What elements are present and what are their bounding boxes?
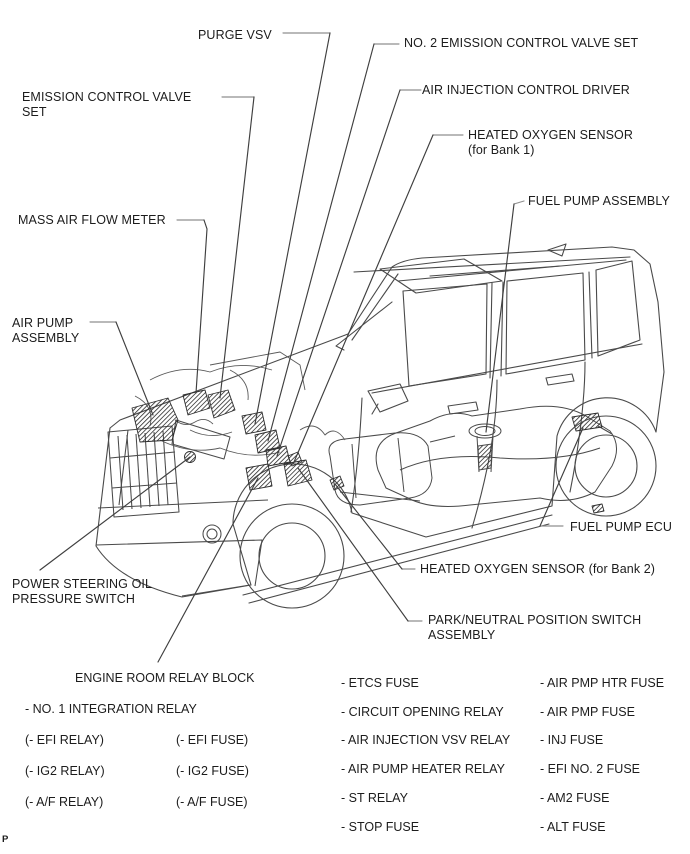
wheel-detail — [592, 504, 604, 513]
list-item: - AM2 FUSE — [540, 790, 610, 805]
leader-air-pump-assembly — [116, 322, 153, 415]
callout-air-pump-assembly: AIR PUMP ASSEMBLY — [12, 316, 80, 345]
callout-emission-control-valve-set: EMISSION CONTROL VALVE SET — [22, 90, 192, 119]
right-fuse-list — [540, 669, 664, 841]
list-item: - STOP FUSE — [341, 819, 420, 834]
list-item: - ALT FUSE — [540, 819, 606, 834]
purge-vsv-component — [242, 412, 266, 434]
list-item: - AIR PUMP HEATER RELAY — [341, 762, 505, 777]
mass-air-flow-meter-component — [183, 390, 210, 415]
page-marker: P — [2, 834, 9, 845]
callout-power-steering-oil-pressure-switch: POWER STEERING OIL PRESSURE SWITCH — [12, 577, 152, 606]
list-item: - NO. 1 INTEGRATION RELAY — [25, 702, 197, 716]
fuse-label: (- IG2 FUSE) — [176, 764, 249, 778]
leader-engine-room-relay-block — [158, 478, 258, 662]
air-pump-component — [132, 398, 178, 442]
list-item: - AIR INJECTION VSV RELAY — [341, 733, 511, 748]
air-injection-driver-component — [266, 446, 290, 466]
list-item: - ETCS FUSE — [341, 676, 419, 690]
relay-label: (- EFI RELAY) — [25, 733, 104, 747]
list-item: - AIR PMP HTR FUSE — [540, 676, 665, 690]
relay-label: (- IG2 RELAY) — [25, 764, 105, 778]
components — [132, 390, 604, 513]
callout-purge-vsv: PURGE VSV — [198, 28, 272, 42]
callout-park-neutral-position-switch-assembly: PARK/NEUTRAL POSITION SWITCH ASSEMBLY — [428, 613, 642, 642]
list-item: - AIR PMP FUSE — [540, 704, 635, 719]
relay-label: (- A/F RELAY) — [25, 795, 104, 809]
fuel-pump-ecu-component — [572, 413, 602, 431]
leader-mass-air-flow-meter — [196, 220, 207, 393]
leader-heated-oxygen-sensor-bank1 — [294, 135, 433, 462]
front-wheel — [240, 504, 344, 608]
relay-block-title: ENGINE ROOM RELAY BLOCK — [75, 671, 255, 685]
list-item — [25, 756, 325, 787]
list-item: - ST RELAY — [341, 790, 408, 805]
relay-block-component — [246, 464, 272, 490]
relay-block-list — [25, 663, 325, 818]
callout-mass-air-flow-meter: MASS AIR FLOW METER — [18, 213, 166, 227]
callout-no2-emission-control-valve-set: NO. 2 EMISSION CONTROL VALVE SET — [404, 36, 639, 50]
list-item: - CIRCUIT OPENING RELAY — [341, 704, 504, 719]
list-item — [25, 725, 325, 756]
leader-power-steering-oil-pressure-switch — [40, 457, 190, 570]
callout-air-injection-control-driver: AIR INJECTION CONTROL DRIVER — [422, 83, 630, 97]
list-item: - INJ FUSE — [540, 733, 604, 748]
callout-fuel-pump-assembly: FUEL PUMP ASSEMBLY — [528, 194, 670, 208]
fuse-label: (- A/F FUSE) — [176, 795, 248, 809]
list-item: - EFI NO. 2 FUSE — [540, 762, 641, 777]
fuse-label: (- EFI FUSE) — [176, 733, 249, 747]
leader-air-injection-control-driver — [277, 90, 400, 456]
leader-no2-emission-control-valve-set — [268, 44, 374, 441]
leader-purge-vsv — [255, 33, 330, 424]
callout-heated-oxygen-sensor-bank1: HEATED OXYGEN SENSOR (for Bank 1) — [468, 128, 633, 157]
list-item — [25, 787, 325, 818]
emission-control-valve-set-component — [208, 390, 235, 418]
leader-hooks — [90, 33, 563, 621]
center-fuse-list — [341, 669, 510, 841]
callout-heated-oxygen-sensor-bank2: HEATED OXYGEN SENSOR (for Bank 2) — [420, 562, 656, 576]
leader-emission-control-valve-set — [220, 97, 254, 398]
leader-fuel-pump-assembly — [486, 204, 514, 432]
callout-fuel-pump-ecu: FUEL PUMP ECU — [570, 520, 673, 534]
